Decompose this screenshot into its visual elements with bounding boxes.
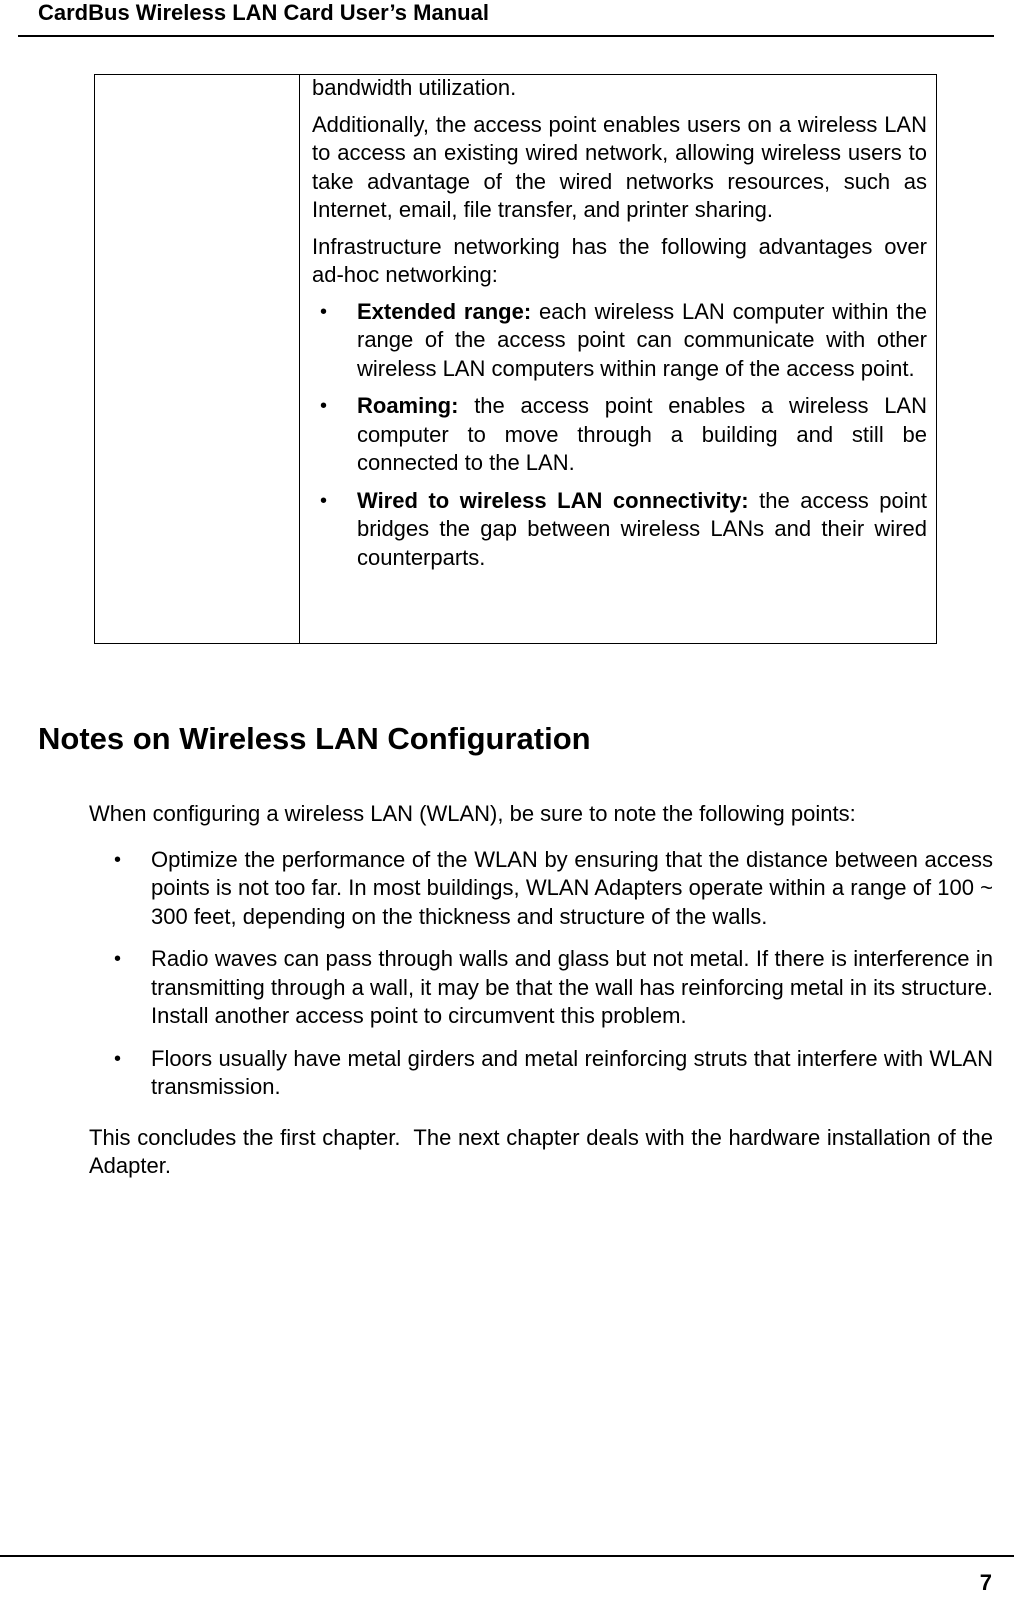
list-item (312, 392, 927, 478)
bullet-icon: • (320, 300, 328, 323)
page-number: 7 (979, 1570, 992, 1595)
bullet-icon: • (114, 848, 122, 871)
header-rule (18, 35, 994, 37)
table-paragraph: Additionally, the access point enables users on a wireless LAN to access an existing wired network, allowing wireless users to take advantage of the wired networks resources, such as Internet, email, file transfer, and printer sharing. (312, 111, 927, 222)
configuration-points-list (89, 846, 993, 1102)
table-column-divider (299, 74, 300, 644)
list-item-text: Radio waves can pass through walls and glass but not metal. If there is interference in transmitting through a wall, it may be that the wall has reinforcing metal in its structure. Install another access point to circumvent this problem. (151, 946, 993, 1028)
bullet-icon: • (114, 948, 122, 970)
closing-paragraph: This concludes the first chapter. The next chapter deals with the hardware installation of the Adapter. (89, 1124, 998, 1178)
list-item (89, 1045, 993, 1102)
list-item (312, 487, 927, 573)
list-item-term: Wired to wireless LAN connectivity: (357, 487, 749, 513)
bullet-icon: • (114, 1047, 122, 1070)
table-paragraph: Infrastructure networking has the following advantages over ad-hoc networking: (312, 233, 927, 287)
list-item-text: the access point bridges the gap between wireless LANs and their wired counterparts. (357, 487, 927, 570)
list-item (89, 846, 993, 932)
section-title: Notes on Wireless LAN Configuration (38, 721, 591, 756)
list-item-text: the access point enables a wireless LAN computer to move through a building and still be connected to the LAN. (357, 393, 927, 475)
list-item-term: Roaming: (357, 393, 459, 418)
section-body (89, 800, 998, 1181)
list-item-text: Optimize the performance of the WLAN by ensuring that the distance between access points is not too far. In most buildings, WLAN Adapters operate within a range of 100 ~ 300 feet, depending on the thickness and structure of the walls. (151, 846, 993, 929)
list-item (312, 298, 927, 384)
section-intro: When configuring a wireless LAN (WLAN), be sure to note the following points: (89, 801, 856, 826)
list-item-term: Extended range: (357, 298, 532, 324)
list-item-text: each wireless LAN computer within the range of the access point can communicate with other wireless LAN computers within range of the access point. (357, 298, 928, 381)
list-item (89, 945, 993, 1031)
footer-rule (0, 1555, 1014, 1557)
bullet-icon: • (320, 395, 328, 417)
page-header-title: CardBus Wireless LAN Card User’s Manual (38, 0, 489, 25)
list-item-text: Floors usually have metal girders and metal reinforcing struts that interfere with WLAN transmission. (151, 1045, 993, 1099)
advantages-list (312, 298, 927, 573)
table-paragraph: bandwidth utilization. (312, 75, 517, 100)
bullet-icon: • (320, 489, 328, 512)
table-cell-content (312, 74, 927, 581)
